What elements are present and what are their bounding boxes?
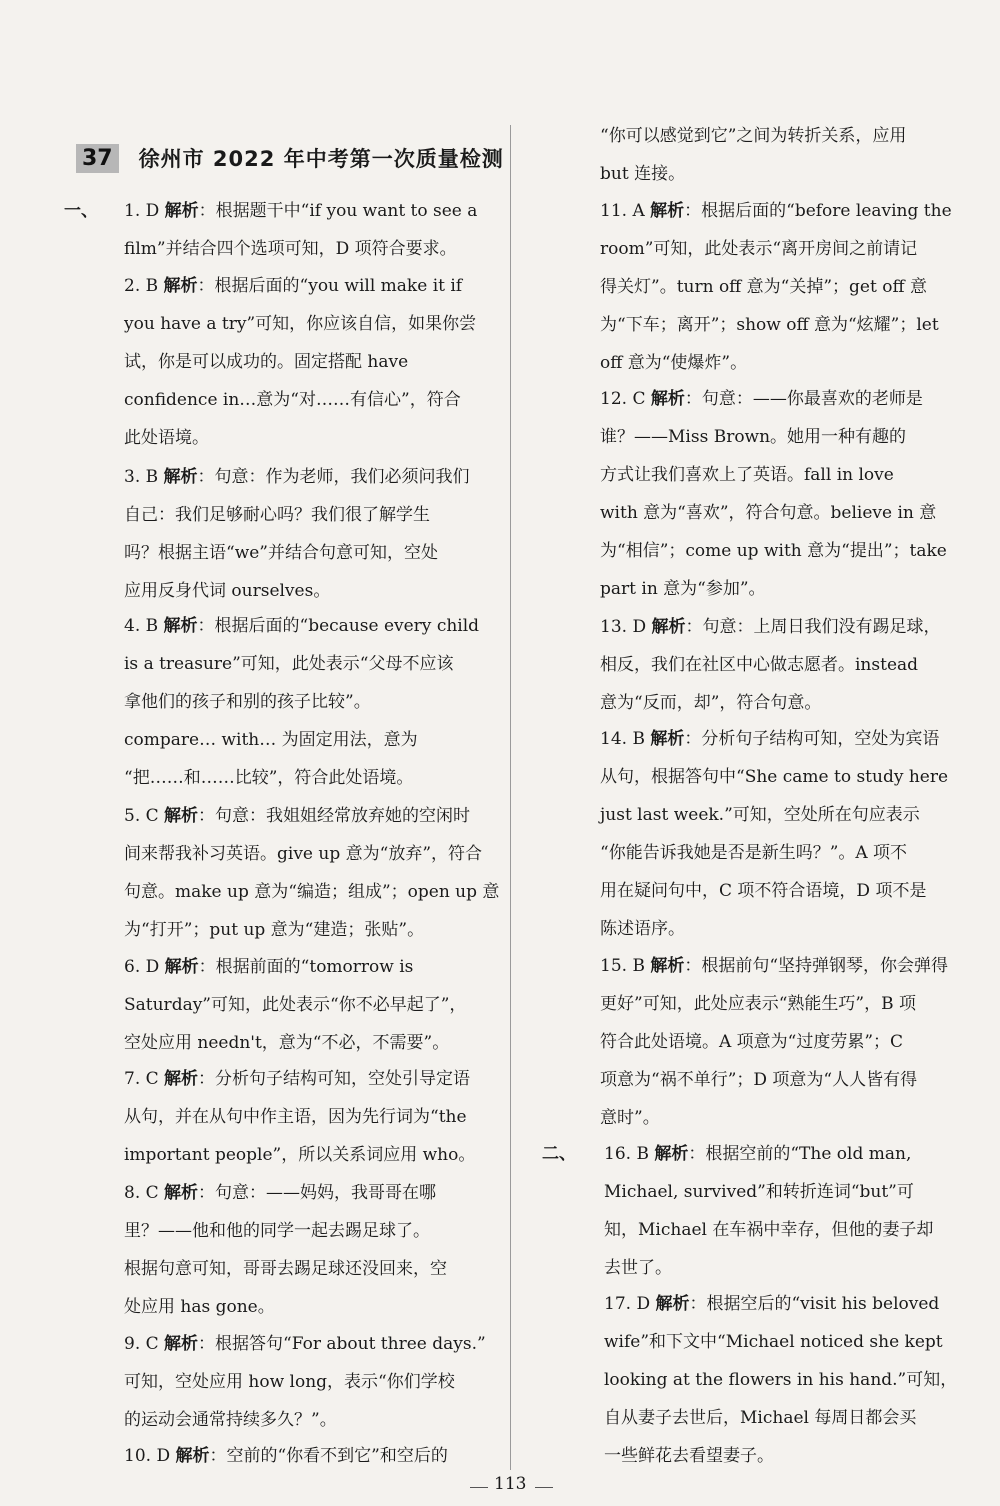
answer-line: 为“下车；离开”；show off 意为“炫耀”；let [600, 315, 939, 335]
answer-line [600, 192, 960, 230]
question-number: 10. D [124, 1446, 176, 1466]
answer-line: with 意为“喜欢”，符合句意。believe in 意 [600, 503, 937, 523]
answer-text: ：根据前面的“tomorrow is [198, 957, 414, 977]
answer-line: important people”，所以关系词应用 who。 [124, 1145, 476, 1165]
answer-line [124, 1325, 494, 1363]
question-number: 12. C [600, 389, 651, 409]
question-number: 9. C [124, 1334, 165, 1354]
section-marker: 一、 [64, 201, 98, 221]
answer-line: you have a try”可知，你应该自信，如果你尝 [124, 314, 477, 334]
answer-text: ：根据后面的“before leaving the [684, 201, 952, 221]
analysis-keyword: 解析 [164, 957, 199, 977]
answer-line: 拿他们的孩子和别的孩子比较”。 [124, 692, 371, 712]
answer-line: off 意为“使爆炸”。 [600, 353, 748, 373]
answer-line [600, 380, 960, 418]
answer-text: ：句意：——你最喜欢的老师是 [684, 389, 923, 409]
answer-line: 里？——他和他的同学一起去踢足球了。 [124, 1221, 430, 1241]
answer-line [124, 192, 494, 230]
answer-line: 自从妻子去世后，Michael 每周日都会买 [604, 1408, 917, 1428]
answer-line: 谁？——Miss Brown。她用一种有趣的 [600, 427, 907, 447]
answer-line: 从句，根据答句中“She came to study here [600, 767, 949, 787]
answer-line [124, 1174, 494, 1212]
answer-text: ：空前的“你看不到它”和空后的 [209, 1446, 448, 1466]
answer-line: part in 意为“参加”。 [600, 579, 766, 599]
answer-line: 的运动会通常持续多久？”。 [124, 1410, 337, 1430]
answer-text: ：根据后面的“you will make it if [197, 276, 463, 296]
answer-line: 可知，空处应用 how long，表示“你们学校 [124, 1372, 455, 1392]
question-number: 11. A [600, 201, 651, 221]
answer-line: 知，Michael 在车祸中幸存，但他的妻子却 [604, 1220, 934, 1240]
question-number: 13. D [600, 617, 652, 637]
answer-line: confidence in…意为“对……有信心”，符合 [124, 390, 461, 410]
analysis-keyword: 解析 [163, 616, 198, 636]
analysis-keyword: 解析 [164, 806, 199, 826]
answer-line [600, 947, 960, 985]
analysis-keyword: 解析 [163, 467, 198, 487]
answer-line: 意为“反而，却”，符合句意。 [600, 693, 822, 713]
analysis-keyword: 解析 [164, 1334, 199, 1354]
answer-line: compare… with… 为固定用法，意为 [124, 730, 418, 750]
question-number: 14. B [600, 729, 651, 749]
section-marker: 二、 [542, 1144, 576, 1164]
answer-item [600, 117, 960, 193]
analysis-keyword: 解析 [655, 1294, 690, 1314]
question-number: 3. B [124, 467, 164, 487]
column-divider [510, 125, 511, 1470]
answer-line: 根据句意可知，哥哥去踢足球还没回来，空 [124, 1259, 447, 1279]
answer-line: 项意为“祸不单行”；D 项意为“人人皆有得 [600, 1070, 918, 1090]
answer-item [124, 948, 494, 1062]
answer-text: ：分析句子结构可知，空处为宾语 [684, 729, 940, 749]
answer-line: 符合此处语境。A 项意为“过度劳累”；C [600, 1032, 904, 1052]
page-number-rule-left [470, 1487, 488, 1488]
answer-line: “你可以感觉到它”之间为转折关系，应用 [600, 126, 907, 146]
analysis-keyword: 解析 [651, 617, 686, 637]
answer-text: ：根据空后的“visit his beloved [689, 1294, 940, 1314]
answer-line: 去世了。 [604, 1258, 672, 1278]
answer-text: ：根据前句“坚持弹钢琴，你会弹得 [684, 956, 949, 976]
answer-text: ：根据空前的“The old man, [688, 1144, 912, 1164]
analysis-keyword: 解析 [175, 1446, 210, 1466]
answer-line [124, 607, 494, 645]
answer-line: 处应用 has gone。 [124, 1297, 275, 1317]
question-number: 6. D [124, 957, 165, 977]
analysis-keyword: 解析 [164, 1183, 199, 1203]
analysis-keyword: 解析 [654, 1144, 689, 1164]
answer-line: film”并结合四个选项可知，D 项符合要求。 [124, 239, 457, 259]
answer-line [124, 1437, 494, 1475]
analysis-keyword: 解析 [650, 201, 685, 221]
answer-line [124, 267, 494, 305]
question-number: 15. B [600, 956, 651, 976]
analysis-keyword: 解析 [650, 729, 685, 749]
answer-line: Michael, survived”和转折连词“but”可 [604, 1182, 914, 1202]
section-header [76, 138, 504, 178]
answer-item [124, 267, 494, 457]
answer-line [604, 1135, 964, 1173]
answer-text: ：根据后面的“because every child [197, 616, 480, 636]
answer-line: 更好”可知，此处应表示“熟能生巧”，B 项 [600, 994, 916, 1014]
answer-line [124, 797, 494, 835]
answer-line: 相反，我们在社区中心做志愿者。instead [600, 655, 919, 675]
analysis-keyword: 解析 [164, 1069, 199, 1089]
answer-item [600, 380, 960, 608]
answer-line: “你能告诉我她是否是新生吗？”。A 项不 [600, 843, 908, 863]
answer-item [124, 1325, 494, 1439]
answer-line: 一些鲜花去看望妻子。 [604, 1446, 774, 1466]
question-number: 7. C [124, 1069, 165, 1089]
answer-line: wife”和下文中“Michael noticed she kept [604, 1332, 943, 1352]
answer-text: ：分析句子结构可知，空处引导定语 [198, 1069, 471, 1089]
answer-item [542, 1135, 964, 1287]
answer-line: looking at the flowers in his hand.”可知， [604, 1370, 958, 1390]
answer-item [64, 192, 494, 268]
question-number: 5. C [124, 806, 165, 826]
question-number: 16. B [604, 1144, 655, 1164]
section-number-badge: 37 [76, 144, 119, 173]
answer-item [124, 607, 494, 797]
answer-line: just last week.”可知，空处所在句应表示 [600, 805, 920, 825]
answer-line: 吗？根据主语“we”并结合句意可知，空处 [124, 543, 438, 563]
answer-line [124, 1060, 494, 1098]
answer-text: ：句意：作为老师，我们必须问我们 [197, 467, 470, 487]
answer-line: 试，你是可以成功的。固定搭配 have [124, 352, 409, 372]
answer-line: 方式让我们喜欢上了英语。fall in love [600, 465, 894, 485]
answer-line: 自己：我们足够耐心吗？我们很了解学生 [124, 505, 430, 525]
question-number: 8. C [124, 1183, 165, 1203]
answer-line: 空处应用 needn't，意为“不必，不需要”。 [124, 1033, 450, 1053]
answer-line: Saturday”可知，此处表示“你不必早起了”， [124, 995, 467, 1015]
answer-text: ：根据题干中“if you want to see a [198, 201, 478, 221]
answer-line: 为“相信”；come up with 意为“提出”；take [600, 541, 947, 561]
answer-line [604, 1285, 964, 1323]
answer-line: 间来帮我补习英语。give up 意为“放弃”，符合 [124, 844, 483, 864]
answer-text: ：根据答句“For about three days.” [198, 1334, 486, 1354]
page-number-rule-right [535, 1487, 553, 1488]
answer-item [124, 458, 494, 610]
page-title: 徐州市 2022 年中考第一次质量检测 [138, 147, 504, 171]
answer-item [600, 608, 960, 722]
answer-line [124, 948, 494, 986]
answer-line: 得关灯”。turn off 意为“关掉”；get off 意 [600, 277, 927, 297]
answer-item [124, 797, 500, 949]
analysis-keyword: 解析 [650, 389, 685, 409]
answer-line: is a treasure”可知，此处表示“父母不应该 [124, 654, 454, 674]
answer-line: 陈述语序。 [600, 919, 685, 939]
answer-item [124, 1060, 494, 1174]
answer-item [124, 1174, 494, 1326]
answer-line: 意时”。 [600, 1108, 660, 1128]
answer-line: but 连接。 [600, 164, 686, 184]
answer-text: ：句意：我姐姐经常放弃她的空闲时 [198, 806, 471, 826]
analysis-keyword: 解析 [650, 956, 685, 976]
question-number: 17. D [604, 1294, 656, 1314]
answer-line: 为“打开”；put up 意为“建造；张贴”。 [124, 920, 425, 940]
answer-text: ：句意：上周日我们没有踢足球， [685, 617, 941, 637]
page-number: 113 [494, 1474, 527, 1494]
answer-line: 应用反身代词 ourselves。 [124, 581, 331, 601]
question-number: 1. D [124, 201, 165, 221]
answer-line: room”可知，此处表示“离开房间之前请记 [600, 239, 918, 259]
answer-line: 从句，并在从句中作主语，因为先行词为“the [124, 1107, 467, 1127]
answer-item [124, 1437, 494, 1475]
answer-item [604, 1285, 964, 1475]
answer-line: 用在疑问句中，C 项不符合语境，D 项不是 [600, 881, 927, 901]
answer-item [600, 192, 960, 382]
answer-text: ：句意：——妈妈，我哥哥在哪 [198, 1183, 437, 1203]
question-number: 4. B [124, 616, 164, 636]
analysis-keyword: 解析 [163, 276, 198, 296]
answer-line [600, 720, 960, 758]
answer-item [600, 947, 960, 1137]
answer-line: 此处语境。 [124, 428, 209, 448]
analysis-keyword: 解析 [164, 201, 199, 221]
answer-line: 句意。make up 意为“编造；组成”；open up 意 [124, 882, 500, 902]
answer-line [124, 458, 494, 496]
answer-item [600, 720, 960, 948]
question-number: 2. B [124, 276, 164, 296]
answer-line: “把……和……比较”，符合此处语境。 [124, 768, 414, 788]
answer-line [600, 608, 960, 646]
